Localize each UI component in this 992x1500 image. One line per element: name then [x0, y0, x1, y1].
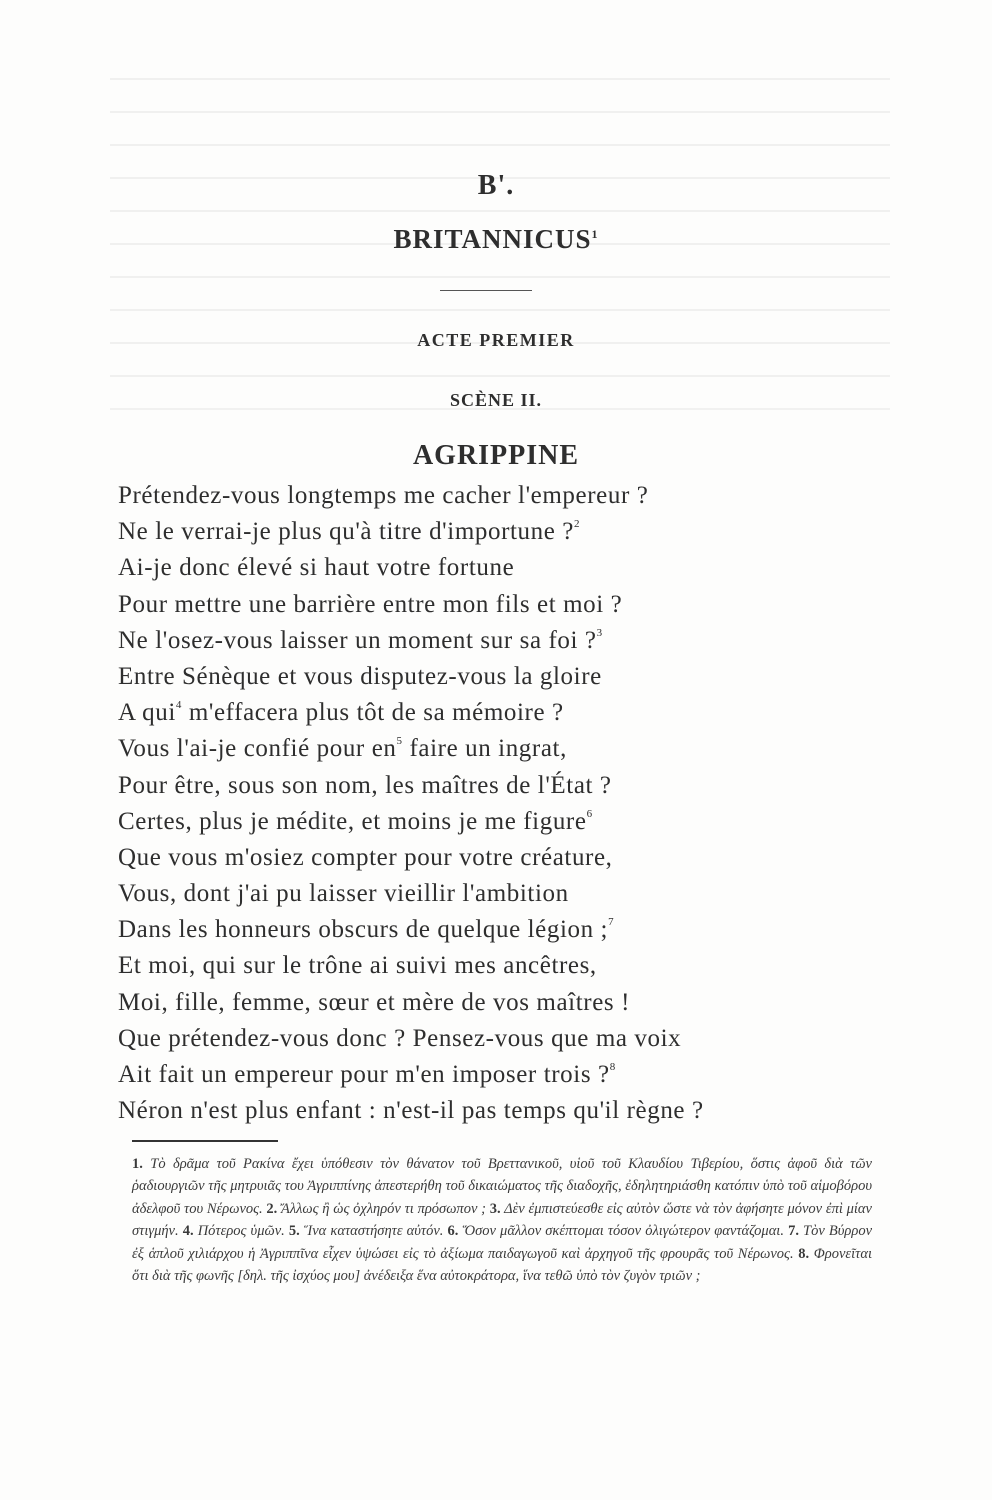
- footnote-text: Τὸν Βύρρον ἐξ ἁπλοῦ χιλιάρχου ἡ Ἀγριππῖνα εἶχεν ὑψώσει εἰς τὸ ἀξίωμα παιδαγωγοῦ καὶ ἀρχηγοῦ τῆς φρουρᾶς τοῦ Νέρωνος.: [132, 1223, 873, 1262]
- footnote-number: 7.: [788, 1223, 799, 1240]
- footnote-text: Δὲν ἐμπιστεύεσθε εἰς αὐτὸν ὥστε νὰ τὸν ἀφήσητε μόνον ἐπὶ μίαν στιγμήν.: [132, 1200, 872, 1240]
- verse-line: [118, 514, 878, 550]
- verse-line: [118, 695, 878, 731]
- speaker-name: AGRIPPINE: [412, 440, 580, 471]
- verse-line: [118, 840, 878, 876]
- footnote-text: Τὸ δρᾶμα τοῦ Ρακίνα ἔχει ὑπόθεσιν τὸν θάνατον τοῦ Βρεττανικοῦ, υἱοῦ τοῦ Κλαυδίου Τιβερίου, ὅστις ἀφοῦ διὰ τῶν ῥαδιουργιῶν τῆς μητρυιᾶς του Ἀγριππίνης ἀπεστερήθη τοῦ δικαιώματος τῆς διαδοχῆς, ἐδηλητηριάσθη κατόπιν ὑπὸ τοῦ αἱμοβόρου ἀδελφοῦ του Νέρωνος.: [132, 1156, 872, 1217]
- verse-text: Et moi, qui sur le trône ai suivi mes ancêtres,: [118, 952, 597, 980]
- verse-text: Pour être, sous son nom, les maîtres de l'État ?: [118, 771, 612, 799]
- footnote-text: Ἄλλως ἢ ὡς ὀχληρόν τι πρόσωπον ;: [277, 1200, 486, 1217]
- verse-line: [118, 876, 878, 912]
- verse-text: Ne le verrai-je plus qu'à titre d'importune ?: [118, 518, 574, 546]
- verse-line: [118, 659, 878, 695]
- footnote-text: Ἵνα καταστήσητε αὐτόν.: [299, 1223, 444, 1240]
- footnote-text: Ὅσον μᾶλλον σκέπτομαι τόσον ὀλιγώτερον φαντάζομαι.: [458, 1223, 784, 1240]
- footnotes: [132, 1153, 872, 1287]
- verse-text: Certes, plus je médite, et moins je me figure: [118, 807, 587, 835]
- verse-text: Ait fait un empereur pour m'en imposer trois ?: [118, 1061, 610, 1088]
- verse-text: Que vous m'osiez compter pour votre créature,: [118, 843, 613, 871]
- verse-text: Vous l'ai-je confié pour en: [118, 735, 397, 763]
- verse-line: [118, 1021, 878, 1057]
- verse-line: [118, 550, 878, 586]
- footnote-ref-1: 1: [591, 227, 599, 241]
- verse-line: [118, 587, 878, 623]
- act-heading: ACTE PREMIER: [417, 330, 575, 350]
- verse-line: [118, 804, 878, 840]
- verse-text: A qui: [118, 699, 176, 727]
- verse-text: Que prétendez-vous donc ? Pensez-vous que ma voix: [118, 1024, 682, 1052]
- verse-text: Pour mettre une barrière entre mon fils et moi ?: [118, 590, 623, 618]
- footnote-ref-8: 8: [609, 1061, 616, 1073]
- verse-line: [118, 985, 878, 1021]
- play-title: [0, 224, 992, 255]
- verse-text: Moi, fille, femme, sœur et mère de vos maîtres !: [118, 988, 630, 1016]
- verse-line: [118, 1093, 878, 1129]
- footnote-text: Φρονεῖται ὅτι διὰ τῆς φωνῆς [δηλ. τῆς ἰσχύος μου] ἀνέδειξα ἕνα αὐτοκράτορα, ἵνα τεθῶ ὑπὸ τὸν ζυγὸν τριῶν ;: [132, 1245, 872, 1285]
- verse-text: Dans les honneurs obscurs de quelque légion ;: [118, 916, 609, 944]
- footnote-ref-3: 3: [596, 626, 603, 639]
- footnote-number: 3.: [489, 1200, 501, 1217]
- play-title-text: BRITANNICUS: [393, 224, 592, 254]
- verse-block: [118, 478, 878, 1129]
- footnote-ref-6: 6: [586, 807, 593, 820]
- footnote-ref-4: 4: [175, 699, 182, 712]
- verse-line: [118, 912, 878, 948]
- scene-heading: SCÈNE II.: [449, 390, 543, 410]
- footnote-number: 1.: [132, 1156, 143, 1172]
- verse-text: Vous, dont j'ai pu laisser vieillir l'ambition: [118, 880, 569, 908]
- verse-text-continued: faire un ingrat,: [402, 735, 567, 763]
- verse-text: Ne l'osez-vous laisser un moment sur sa foi ?: [118, 626, 597, 654]
- verse-line: [118, 623, 878, 659]
- footnote-divider: [132, 1140, 278, 1142]
- footnote-ref-2: 2: [574, 518, 581, 531]
- footnote-number: 5.: [288, 1223, 300, 1240]
- verse-line: [118, 768, 878, 804]
- verse-line: [118, 1057, 878, 1093]
- verse-text: Prétendez-vous longtemps me cacher l'empereur ?: [118, 482, 649, 509]
- verse-text-continued: m'effacera plus tôt de sa mémoire ?: [181, 699, 564, 727]
- verse-text: Ai-je donc élevé si haut votre fortune: [118, 554, 515, 582]
- footnote-number: 8.: [798, 1245, 810, 1262]
- verse-line: [118, 731, 878, 767]
- footnote-ref-7: 7: [608, 916, 615, 929]
- footnote-text: Πότερος ὑμῶν.: [193, 1223, 285, 1240]
- verse-text: Néron n'est plus enfant : n'est-il pas temps qu'il règne ?: [118, 1097, 704, 1125]
- footnote-number: 2.: [266, 1200, 278, 1217]
- section-number: B'.: [477, 170, 515, 201]
- footnote-number: 4.: [182, 1223, 194, 1240]
- verse-line: [118, 478, 878, 514]
- footnote-number: 6.: [447, 1223, 459, 1240]
- verse-text: Entre Sénèque et vous disputez-vous la gloire: [118, 662, 602, 690]
- title-divider: [440, 290, 532, 291]
- footnote-ref-5: 5: [396, 735, 403, 748]
- verse-line: [118, 948, 878, 984]
